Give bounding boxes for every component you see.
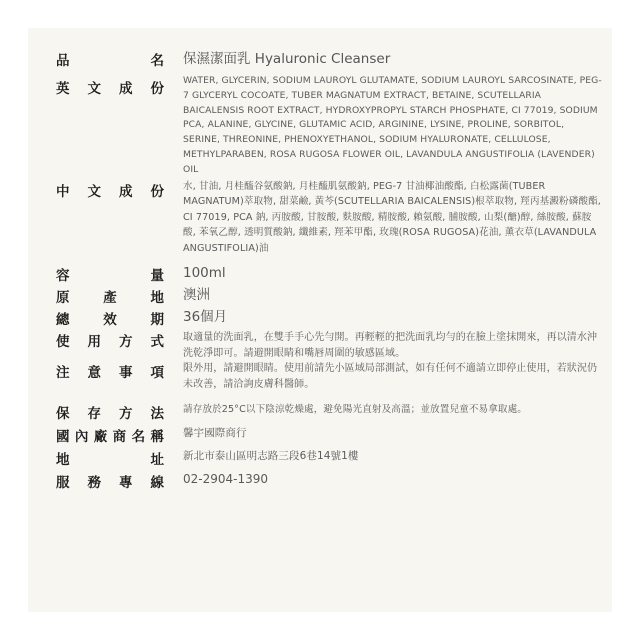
value-address: 新北市泰山區明志路三段6巷14號1樓 — [183, 450, 359, 462]
label-char: 用 — [87, 334, 101, 350]
label-storage — [56, 402, 164, 422]
label-char: 服 — [56, 475, 70, 491]
value-origin: 澳洲 — [183, 287, 210, 303]
value-capacity: 100ml — [183, 265, 226, 281]
label-char: 項 — [150, 365, 164, 381]
label-char: 成 — [119, 184, 133, 200]
value-usage: 取適量的洗面乳，在雙手手心先勻開。再輕輕的把洗面乳均勻的在臉上塗抹開來，再以清水沖洗乾淨即可。請避開眼睛和嘴唇周圍的敏感區域。 — [183, 332, 598, 359]
label-char: 式 — [150, 334, 164, 350]
label-chinese-ingredients — [56, 180, 164, 200]
label-char: 容 — [56, 268, 70, 284]
label-distributor — [56, 425, 164, 445]
label-char: 產 — [103, 290, 117, 306]
label-char: 專 — [119, 475, 133, 491]
label-char: 中 — [56, 184, 70, 200]
value-service-line: 02-2904-1390 — [183, 472, 269, 486]
label-english-ingredients — [56, 77, 164, 97]
label-char: 份 — [150, 184, 164, 200]
label-char: 方 — [119, 406, 133, 422]
label-char: 務 — [87, 475, 101, 491]
label-char: 地 — [56, 452, 70, 468]
label-char: 廠 — [93, 429, 108, 445]
label-char: 商 — [112, 429, 127, 445]
label-capacity — [56, 264, 164, 284]
label-char: 文 — [87, 184, 101, 200]
label-shelf-life — [56, 308, 164, 328]
label-address — [56, 448, 164, 468]
label-char: 文 — [87, 81, 101, 97]
label-char: 地 — [150, 290, 164, 306]
label-char: 保 — [56, 406, 70, 422]
label-char: 址 — [150, 452, 164, 468]
value-product-name: 保濕潔面乳 Hyaluronic Cleanser — [183, 51, 391, 67]
label-char: 英 — [56, 81, 70, 97]
value-distributor: 馨宇國際商行 — [183, 427, 247, 439]
label-char: 國 — [56, 429, 70, 445]
label-char: 效 — [103, 312, 117, 328]
value-shelf-life: 36個月 — [183, 309, 228, 325]
label-char: 總 — [56, 312, 70, 328]
label-char: 存 — [87, 406, 101, 422]
label-char: 稱 — [150, 429, 164, 445]
label-char: 內 — [74, 429, 89, 445]
value-english-ingredients: WATER, GLYCERIN, SODIUM LAUROYL GLUTAMATE, SODIUM LAUROYL SARCOSINATE, PEG-7 GLYCERYL COCOATE, TUBER MAGNATUM EXTRACT, BETAINE, SCUTELLARIA BAICALENSIS ROOT EXTRACT, HYDROXYPROPYL STARCH PHOSPHATE, CI 77019, SODIUM PCA, ALANINE, GLYCINE, GLUTAMIC ACID, ARGININE, LYSINE, PROLINE, SORBITOL, SERINE, THREONINE, PHENOXYETHANOL, SODIUM HYALURONATE, CELLULOSE, METHYLPARABEN, ROSA RUGOSA FLOWER OIL, LAVANDULA ANGUSTIFOLIA (LAVENDER) OIL — [183, 75, 602, 175]
label-usage — [56, 330, 164, 350]
label-char: 方 — [119, 334, 133, 350]
label-service-line — [56, 471, 164, 491]
label-char: 法 — [150, 406, 164, 422]
label-char: 注 — [56, 365, 70, 381]
label-char: 量 — [150, 268, 164, 284]
label-char: 品 — [56, 53, 70, 69]
label-precautions — [56, 361, 164, 381]
label-char: 使 — [56, 334, 70, 350]
label-char: 期 — [150, 312, 164, 328]
label-char: 原 — [56, 290, 70, 306]
label-char: 線 — [150, 475, 164, 491]
label-char: 名 — [150, 53, 164, 69]
label-char: 成 — [119, 81, 133, 97]
value-storage: 請存放於25°C以下陰涼乾燥處，避免陽光直射及高溫；並放置兒童不易拿取處。 — [183, 404, 527, 415]
label-char: 份 — [150, 81, 164, 97]
label-product-name — [56, 49, 164, 69]
label-origin — [56, 286, 164, 306]
label-char: 意 — [87, 365, 101, 381]
label-char: 名 — [131, 429, 146, 445]
label-char: 事 — [119, 365, 133, 381]
value-precautions: 限外用，請避開眼睛。使用前請先小區域局部測試，如有任何不適請立即停止使用，若狀況仍未改善，請洽詢皮膚科醫師。 — [183, 363, 598, 390]
value-chinese-ingredients: 水, 甘油, 月桂醯谷氨酸鈉, 月桂醯肌氨酸鈉, PEG-7 甘油椰油酸酯, 白松露菌(TUBER MAGNATUM)萃取物, 甜菜鹼, 黃芩(SCUTELLARIA BAICALENSIS)根萃取物, 羥丙基澱粉磷酸酯, CI 77019, PCA 鈉, 丙胺酸, 甘胺酸, 麩胺酸, 精胺酸, 賴氨酸, 脯胺酸, 山梨(醣)醇, 絲胺酸, 蘇胺酸, 苯氧乙醇, 透明質酸鈉, 纖維素, 羥苯甲酯, 玫瑰(ROSA RUGOSA)花油, 薰衣草(LAVANDULA ANGUSTIFOLIA)油 — [183, 181, 601, 254]
